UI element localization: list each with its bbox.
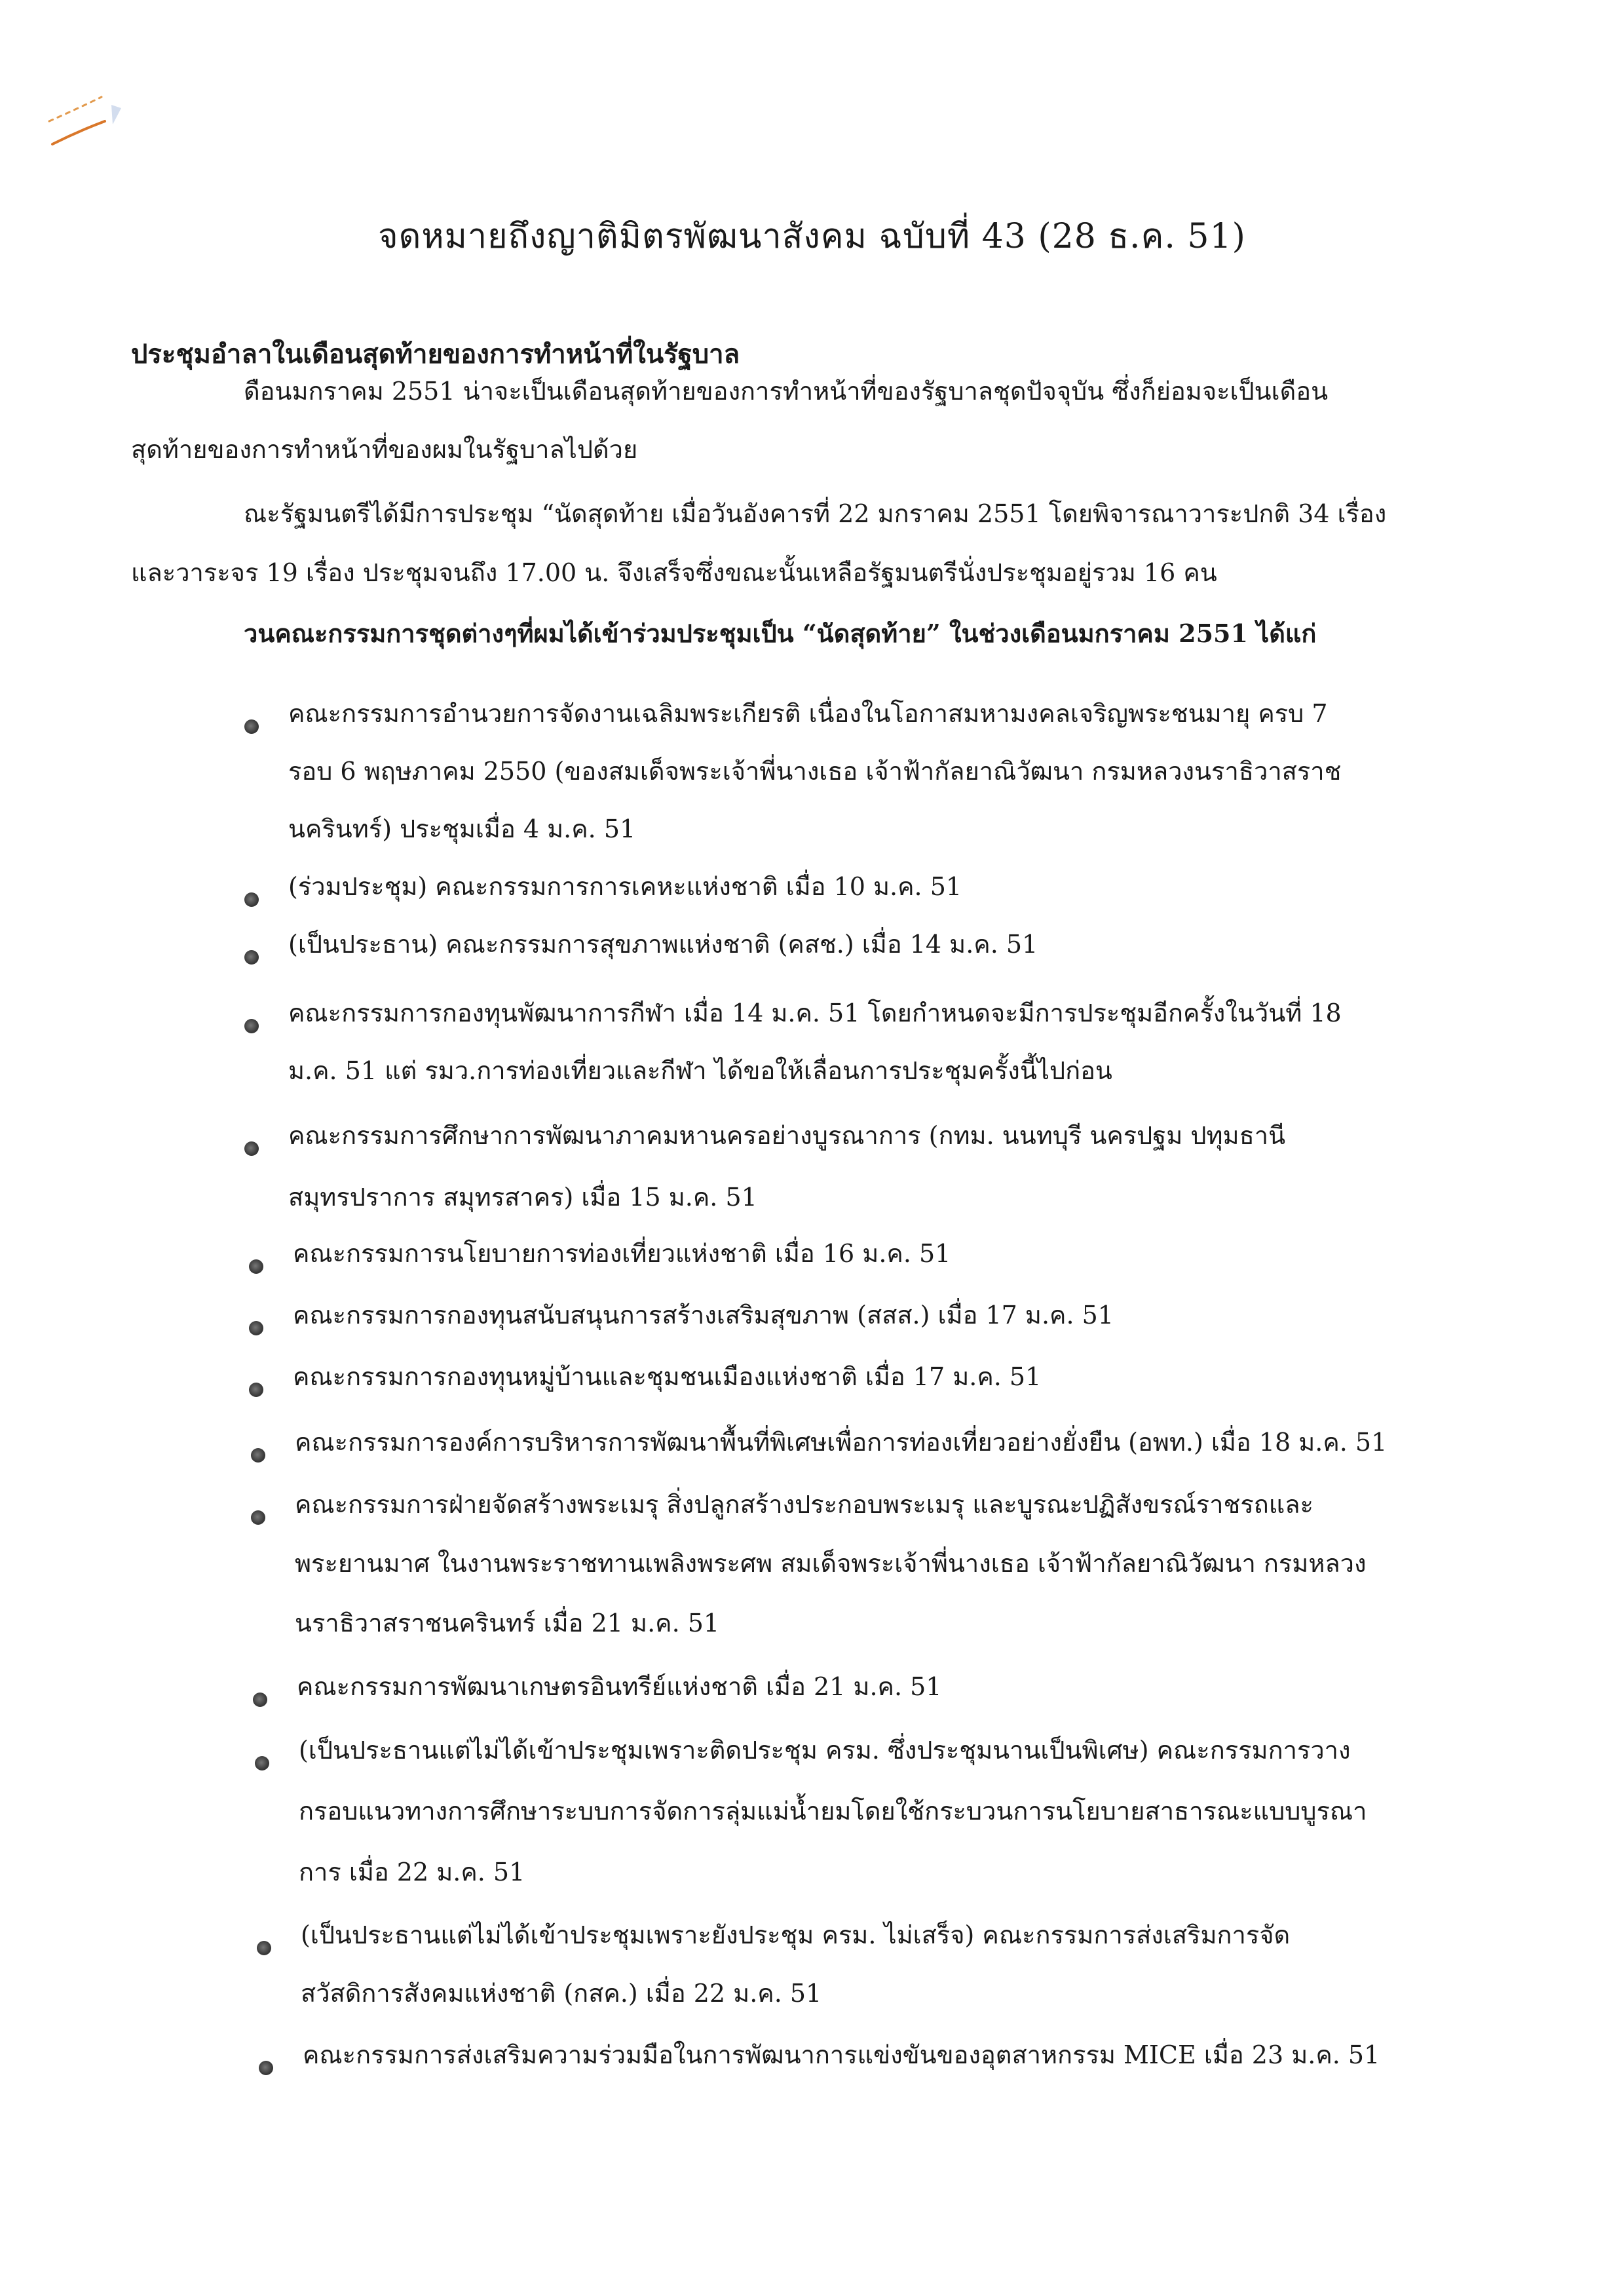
bullet-icon: [244, 1019, 259, 1033]
paragraph-2-line-1: ณะรัฐมนตรีได้มีการประชุม “นัดสุดท้าย เมื่อวันอังคารที่ 22 มกราคม 2551 โดยพิจารณาวาระปกติ 34 เรื่อง: [244, 499, 1387, 528]
bullet-icon: [244, 892, 259, 907]
list-item-1-line-2: รอบ 6 พฤษภาคม 2550 (ของสมเด็จพระเจ้าพี่นางเธอ เจ้าฟ้ากัลยาณิวัฒนา กรมหลวงนราธิวาสราช: [288, 757, 1342, 786]
bullet-icon: [244, 719, 259, 734]
bullet-icon: [244, 950, 259, 965]
list-item-3: (เป็นประธาน) คณะกรรมการสุขภาพแห่งชาติ (คสช.) เมื่อ 14 ม.ค. 51: [288, 930, 1038, 959]
paragraph-1-line-2: สุดท้ายของการทำหน้าที่ของผมในรัฐบาลไปด้วย: [131, 435, 638, 464]
list-item-13-line-1: (เป็นประธานแต่ไม่ได้เข้าประชุมเพราะยังประชุม ครม. ไม่เสร็จ) คณะกรรมการส่งเสริมการจัด: [301, 1921, 1291, 1949]
list-item-6: คณะกรรมการนโยบายการท่องเที่ยวแห่งชาติ เมื่อ 16 ม.ค. 51: [293, 1239, 951, 1268]
section-heading: ประชุมอำลาในเดือนสุดท้ายของการทำหน้าที่ในรัฐบาล: [131, 339, 740, 370]
list-item-4-line-2: ม.ค. 51 แต่ รมว.การท่องเที่ยวและกีฬา ได้ขอให้เลื่อนการประชุมครั้งนี้ไปก่อน: [288, 1056, 1112, 1085]
bullet-icon: [249, 1259, 263, 1274]
paragraph-2-line-2: และวาระจร 19 เรื่อง ประชุมจนถึง 17.00 น. จึงเสร็จซึ่งขณะนั้นเหลือรัฐมนตรีนั่งประชุมอยู่รวม 16 คน: [131, 558, 1217, 587]
bullet-icon: [251, 1510, 265, 1525]
list-item-1-line-1: คณะกรรมการอำนวยการจัดงานเฉลิมพระเกียรติ เนื่องในโอกาสมหามงคลเจริญพระชนมายุ ครบ 7: [288, 699, 1328, 728]
list-item-8: คณะกรรมการกองทุนหมู่บ้านและชุมชนเมืองแห่งชาติ เมื่อ 17 ม.ค. 51: [293, 1362, 1042, 1391]
paragraph-3-line-1: วนคณะกรรมการชุดต่างๆที่ผมได้เข้าร่วมประชุมเป็น “นัดสุดท้าย” ในช่วงเดือนมกราคม 2551 ได้แก่: [244, 619, 1317, 648]
bullet-icon: [244, 1141, 259, 1156]
list-item-11: คณะกรรมการพัฒนาเกษตรอินทรีย์แห่งชาติ เมื่อ 21 ม.ค. 51: [297, 1672, 942, 1701]
list-item-14: คณะกรรมการส่งเสริมความร่วมมือในการพัฒนาการแข่งขันของอุตสาหกรรม MICE เมื่อ 23 ม.ค. 51: [303, 2040, 1380, 2069]
paragraph-1-line-1: ดือนมกราคม 2551 น่าจะเป็นเดือนสุดท้ายของการทำหน้าที่ของรัฐบาลชุดปัจจุบัน ซึ่งก็ย่อมจะเป็นเดือน: [244, 377, 1329, 406]
list-item-1-line-3: นครินทร์) ประชุมเมื่อ 4 ม.ค. 51: [288, 814, 636, 843]
list-item-12-line-2: กรอบแนวทางการศึกษาระบบการจัดการลุ่มแม่น้ำยมโดยใช้กระบวนการนโยบายสาธารณะแบบบูรณา: [299, 1797, 1367, 1826]
list-item-5-line-2: สมุทรปราการ สมุทรสาคร) เมื่อ 15 ม.ค. 51: [288, 1183, 757, 1212]
list-item-2: (ร่วมประชุม) คณะกรรมการการเคหะแห่งชาติ เมื่อ 10 ม.ค. 51: [288, 872, 962, 901]
bullet-icon: [249, 1321, 263, 1335]
list-item-12-line-3: การ เมื่อ 22 ม.ค. 51: [299, 1858, 525, 1886]
handwritten-mark-icon: [39, 85, 138, 157]
list-item-10-line-2: พระยานมาศ ในงานพระราชทานเพลิงพระศพ สมเด็จพระเจ้าพี่นางเธอ เจ้าฟ้ากัลยาณิวัฒนา กรมหลวง: [295, 1549, 1367, 1578]
bullet-icon: [251, 1448, 265, 1463]
bullet-icon: [253, 1693, 267, 1707]
document-title: จดหมายถึงญาติมิตรพัฒนาสังคม ฉบับที่ 43 (28 ธ.ค. 51): [378, 217, 1246, 256]
list-item-9: คณะกรรมการองค์การบริหารการพัฒนาพื้นที่พิเศษเพื่อการท่องเที่ยวอย่างยั่งยืน (อพท.) เมื่อ 18 ม.ค. 51: [295, 1428, 1388, 1457]
bullet-icon: [255, 1756, 269, 1770]
list-item-5-line-1: คณะกรรมการศึกษาการพัฒนาภาคมหานครอย่างบูรณาการ (กทม. นนทบุรี นครปฐม ปทุมธานี: [288, 1121, 1286, 1150]
bullet-icon: [259, 2061, 273, 2075]
list-item-10-line-3: นราธิวาสราชนครินทร์ เมื่อ 21 ม.ค. 51: [295, 1609, 720, 1637]
list-item-13-line-2: สวัสดิการสังคมแห่งชาติ (กสค.) เมื่อ 22 ม.ค. 51: [301, 1979, 822, 2008]
list-item-4-line-1: คณะกรรมการกองทุนพัฒนาการกีฬา เมื่อ 14 ม.ค. 51 โดยกำหนดจะมีการประชุมอีกครั้งในวันที่ 18: [288, 999, 1342, 1027]
list-item-12-line-1: (เป็นประธานแต่ไม่ได้เข้าประชุมเพราะติดประชุม ครม. ซึ่งประชุมนานเป็นพิเศษ) คณะกรรมการวาง: [299, 1736, 1351, 1765]
bullet-icon: [249, 1383, 263, 1397]
bullet-icon: [257, 1941, 271, 1955]
list-item-10-line-1: คณะกรรมการฝ่ายจัดสร้างพระเมรุ สิ่งปลูกสร้างประกอบพระเมรุ และบูรณะปฏิสังขรณ์ราชรถและ: [295, 1490, 1313, 1519]
list-item-7: คณะกรรมการกองทุนสนับสนุนการสร้างเสริมสุขภาพ (สสส.) เมื่อ 17 ม.ค. 51: [293, 1301, 1114, 1330]
